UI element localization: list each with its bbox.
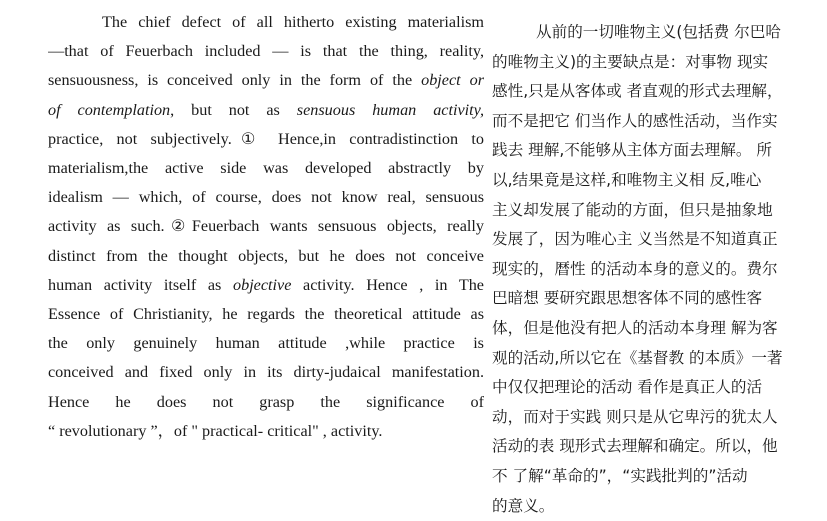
chinese-line: 活动的表 现形式去理解和确定。所以，他: [492, 432, 814, 462]
english-text: human activity itself as: [48, 276, 233, 294]
english-text: activity as such.②Feuerbach wants sensuous objects, really: [48, 217, 484, 235]
chinese-line: 动，而对于实践 则只是从它卑污的犹太人: [492, 403, 814, 433]
english-text: materialism,the active side was developed abstractly by: [48, 159, 484, 177]
english-italic-text: of contemplation: [48, 101, 170, 119]
english-line: [48, 388, 484, 417]
chinese-line: 感性,只是从客体或 者直观的形式去理解，: [492, 77, 814, 107]
english-text: activity. Hence , in The: [291, 276, 484, 294]
english-line: [48, 358, 484, 387]
english-column: [48, 8, 484, 446]
english-line: [48, 37, 484, 66]
chinese-line: 的唯物主义)的主要缺点是：对事物 现实: [492, 48, 814, 78]
english-text: “ revolutionary ”，of " practical- critical" , activity.: [48, 422, 382, 440]
english-line: [48, 212, 484, 241]
english-line: [48, 242, 484, 271]
english-line: [48, 271, 484, 300]
english-line: [48, 300, 484, 329]
chinese-line: 发展了，因为唯心主 义当然是不知道真正: [492, 225, 814, 255]
chinese-line: 以,结果竟是这样,和唯物主义相 反,唯心: [492, 166, 814, 196]
english-text: idealism — which, of course, does not know real, sensuous: [48, 188, 484, 206]
english-line: [48, 417, 484, 446]
english-italic-text: objective: [233, 276, 291, 294]
english-italic-text: object or: [421, 71, 484, 89]
english-line: [48, 125, 484, 154]
english-line: [48, 96, 484, 125]
english-text: conceived and fixed only in its dirty-judaical manifestation.: [48, 363, 484, 381]
chinese-line: 巴暗想 要研究跟思想客体不同的感性客: [492, 284, 814, 314]
english-line: [48, 329, 484, 358]
chinese-line: 主义却发展了能动的方面，但只是抽象地: [492, 196, 814, 226]
english-text: the only genuinely human attitude ,while practice is: [48, 334, 484, 352]
english-text: practice, not subjectively.① Hence,in contradistinction to: [48, 130, 484, 148]
english-text: —that of Feuerbach included — is that the thing, reality,: [48, 42, 484, 60]
chinese-line: 现实的，暦性 的活动本身的意义的。费尔: [492, 255, 814, 285]
chinese-line: 的意义。: [492, 492, 814, 521]
chinese-line: 体，但是他没有把人的活动本身理 解为客: [492, 314, 814, 344]
english-line: [48, 154, 484, 183]
chinese-column: [492, 18, 814, 521]
chinese-line: 而不是把它 们当作人的感性活动，当作实: [492, 107, 814, 137]
english-text: distinct from the thought objects, but he does not conceive: [48, 247, 484, 265]
english-line: [48, 66, 484, 95]
chinese-line: 践去 理解,不能够从主体方面去理解。 所: [492, 136, 814, 166]
english-text: The chief defect of all hitherto existing materialism: [102, 13, 484, 31]
english-italic-text: sensuous human activity,: [297, 101, 484, 119]
english-text: Essence of Christianity, he regards the theoretical attitude as: [48, 305, 484, 323]
english-text: Hence he does not grasp the significance of: [48, 393, 484, 411]
chinese-line: 中仅仅把理论的活动 看作是真正人的活: [492, 373, 814, 403]
chinese-line: 不 了解“革命的”，“实践批判的”活动: [492, 462, 814, 492]
english-text: , but not as: [170, 101, 297, 119]
chinese-line: 观的活动,所以它在《基督教 的本质》一著: [492, 344, 814, 374]
chinese-line: 从前的一切唯物主义(包括费 尔巴哈: [492, 18, 814, 48]
english-line: [48, 8, 484, 37]
english-text: sensuousness, is conceived only in the form of the: [48, 71, 421, 89]
english-line: [48, 183, 484, 212]
